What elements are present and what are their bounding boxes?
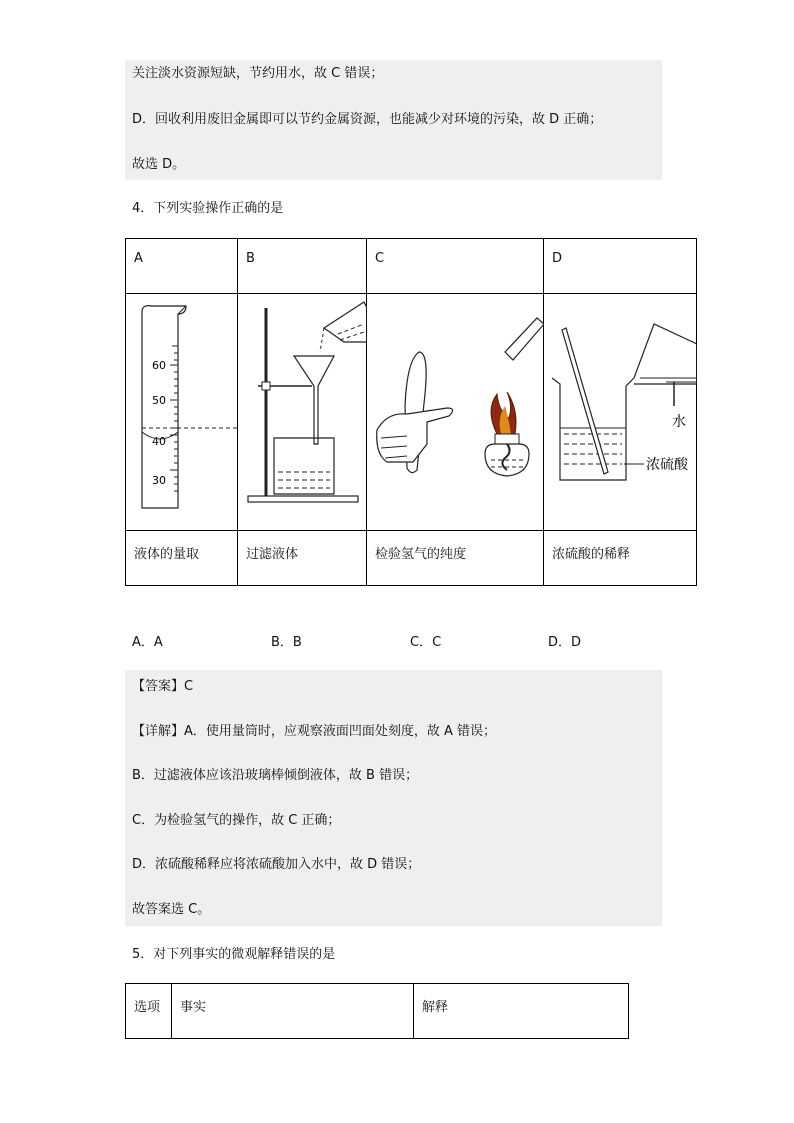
acid-dilution-illustration: [544, 294, 697, 526]
cylinder-tick-label: 30: [152, 474, 166, 487]
question-4-stem: 4．下列实验操作正确的是: [132, 201, 284, 216]
option-b-image: [238, 294, 367, 531]
answer-choice-d: D．D: [548, 635, 582, 650]
column-header-fact: 事实: [172, 984, 414, 1039]
explanation-line: 故答案选 C。: [132, 902, 211, 917]
option-a-header: A: [126, 239, 238, 294]
option-a-caption: 液体的量取: [126, 531, 238, 586]
cylinder-tick-label: 40: [152, 435, 166, 448]
answer-line: 【答案】C: [132, 679, 194, 694]
cylinder-tick-label: 60: [152, 359, 166, 372]
option-c-header: C: [367, 239, 544, 294]
option-d-header: D: [544, 239, 697, 294]
explanation-line: 【详解】A．使用量筒时，应观察液面凹面处刻度，故 A 错误；: [132, 724, 497, 739]
filtration-illustration: [238, 294, 367, 526]
explanation-line: D．浓硫酸稀释应将浓硫酸加入水中，故 D 错误；: [132, 857, 421, 872]
previous-answer-line: 故选 D。: [132, 157, 186, 172]
option-c-caption: 检验氢气的纯度: [367, 531, 544, 586]
answer-block: [125, 670, 662, 926]
option-b-caption: 过滤液体: [238, 531, 367, 586]
graduated-cylinder-illustration: [126, 294, 238, 526]
option-a-image: [126, 294, 238, 531]
option-d-caption: 浓硫酸的稀释: [544, 531, 697, 586]
explanation-line: C．为检验氢气的操作，故 C 正确；: [132, 813, 341, 828]
previous-answer-line: D．回收利用废旧金属即可以节约金属资源，也能减少对环境的污染，故 D 正确；: [132, 112, 603, 127]
answer-choice-c: C．C: [410, 635, 442, 650]
column-header-explanation: 解释: [414, 984, 629, 1039]
answer-choice-a: A．A: [132, 635, 163, 650]
question-5-table: [125, 983, 629, 1039]
water-label: 水: [672, 414, 686, 430]
hydrogen-test-illustration: [367, 294, 544, 526]
option-c-image: [367, 294, 544, 531]
column-header-option: 选项: [126, 984, 172, 1039]
option-b-header: B: [238, 239, 367, 294]
previous-answer-line: 关注淡水资源短缺，节约用水，故 C 错误；: [132, 66, 384, 81]
cylinder-tick-label: 50: [152, 394, 166, 407]
explanation-line: B．过滤液体应该沿玻璃棒倾倒液体，故 B 错误；: [132, 768, 419, 783]
question-4-options-table: [125, 238, 697, 586]
answer-choice-b: B．B: [271, 635, 302, 650]
option-d-image: [544, 294, 697, 531]
question-5-stem: 5．对下列事实的微观解释错误的是: [132, 947, 336, 962]
acid-label: 浓硫酸: [646, 457, 688, 473]
